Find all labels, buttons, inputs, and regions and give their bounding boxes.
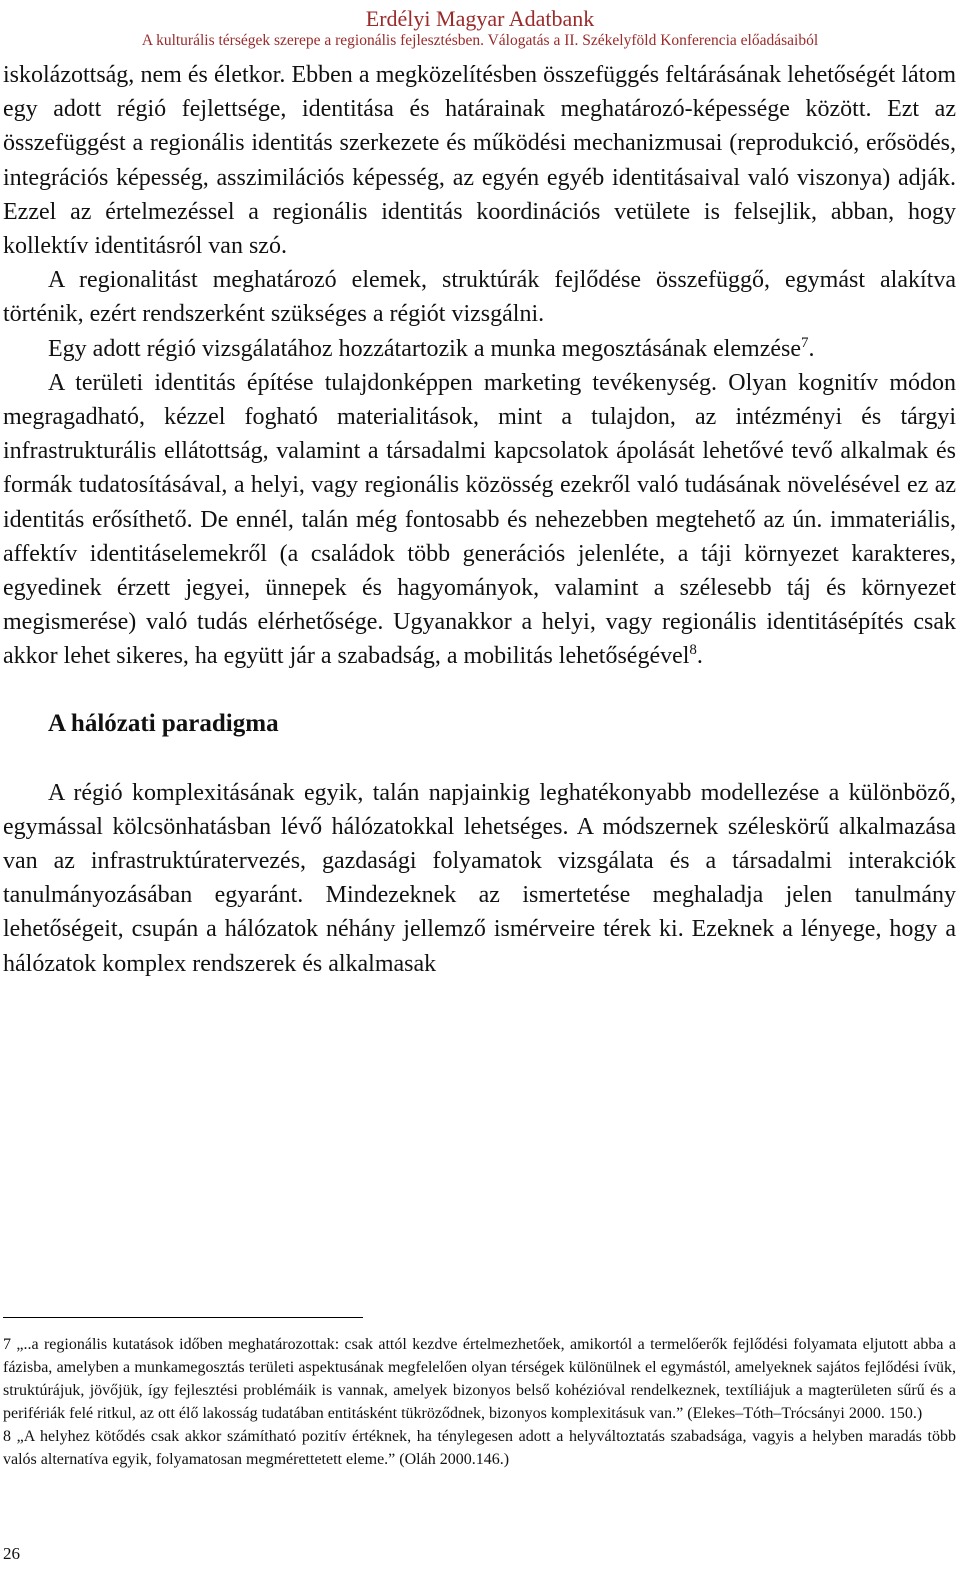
paragraph-3-text: Egy adott régió vizsgálatához hozzátartozik a munka megosztásának elemzése (48, 335, 802, 362)
footnote-ref-7[interactable]: 7 (801, 334, 809, 351)
page-number: 26 (3, 1544, 20, 1563)
running-header (0, 6, 960, 50)
paragraph-4 (3, 366, 956, 674)
footnote-ref-8[interactable]: 8 (689, 642, 697, 659)
paragraph-2: A regionalitást meghatározó elemek, struktúrák fejlődése összefüggő, egymást alakítva történik, ezért rendszerként szükséges a régiót vizsgálni. (3, 267, 956, 328)
footnote-divider (3, 1317, 363, 1318)
footnotes (3, 1333, 956, 1472)
paragraph-3 (3, 332, 956, 366)
section-heading: A hálózati paradigma (48, 709, 279, 737)
footnote-7: 7 „..a regionális kutatások időben meghatározottak: csak attól kezdve értelmezhetőek, amikortól a termelőerők fejlődési folyamata eljutott abba a fázisba, amelyben a munkamegosztás területi aspektusának megfelelően olyan térségek különülnek el egymástól, amelyeknek sajátos fejlődési ívük, struktúrájuk, jövőjük, így fejlesztési problémáik is vannak, amelyek bizonyos belső kohézióval rendelkeznek, textíliájuk a magterületen sűrű és a perifériák felé ritkul, az ott élő lakosság tudatában entitásként tükröződnek, bizonyos komplexitásuk van.” (Elekes–Tóth–Trócsányi 2000. 150.) (3, 1336, 956, 1423)
paragraph-4-end: . (696, 643, 703, 670)
footnote-8: 8 „A helyhez kötődés csak akkor számítható pozitív értéknek, ha ténylegesen adott a helyváltoztatás szabadsága, vagyis a helyben maradás több valós alternatíva egyik, folyamatosan megmérettetett eleme.” (Oláh 2000.146.) (3, 1428, 956, 1469)
header-site-title: Erdélyi Magyar Adatbank (365, 6, 595, 31)
paragraph-1: iskolázottság, nem és életkor. Ebben a megközelítésben összefüggés feltárásának lehetőségét látom egy adott régió fejlettsége, identitása és határainak meghatározó-képessége között. Ezt az összefüggést a regionális identitás szerkezete és működési mechanizmusai (reprodukció, erősödés, integrációs képesség, asszimilációs képesség, az egyén egyéb identitásaival való viszonya) adják. Ezzel az értelmezéssel a regionális identitás koordinációs vetülete is felsejlik, abban, hogy kollektív identitásról van szó. (3, 62, 956, 260)
paragraph-5: A régió komplexitásának egyik, talán napjainkig leghatékonyabb modellezése a különböző, egymással kölcsönhatásban lévő hálózatokkal lehetséges. A módszernek széleskörű alkalmazása van az infrastruktúratervezés, gazdasági folyamatok vizsgálata és a társadalmi interakciók tanulmányozásában egyaránt. Mindezeknek az ismertetése meghaladja jelen tanulmány lehetőségeit, csupán a hálózatok néhány jellemző ismérveire térek ki. Ezeknek a lényege, hogy a hálózatok komplex rendszerek és alkalmasak (3, 779, 956, 977)
header-subtitle: A kulturális térségek szerepe a regionális fejlesztésben. Válogatás a II. Székelyföld Konferencia előadásaiból (141, 32, 819, 49)
paragraph-3-end: . (808, 335, 815, 362)
paragraph-4-text: A területi identitás építése tulajdonképpen marketing tevékenység. Olyan kognitív módon megragadható, kézzel fogható materialitások, mint a tulajdon, az intézményi és tárgyi infrastrukturális ellátottság, valamint a társadalmi kapcsolatok ápolását lehetővé tevő alkalmak és formák tudatosításával, a helyi, vagy regionális közösség ezekről való tudásának növelésével ez az identitás erősíthető. De ennél, talán még fontosabb és nehezebben megtehető az ún. immateriális, affektív identitáselemekről (a családok több generációs jelenléte, a táji környezet karakteres, egyedinek érzett jegyei, ünnepek és hagyományok, valamint a szélesebb táj és környezet megismerése) való tudás elérhetősége. Ugyanakkor a helyi, vagy regionális identitásépítés csak akkor lehet sikeres, ha együtt jár a szabadság, a mobilitás lehetőségével (3, 369, 956, 670)
main-text (3, 58, 956, 981)
